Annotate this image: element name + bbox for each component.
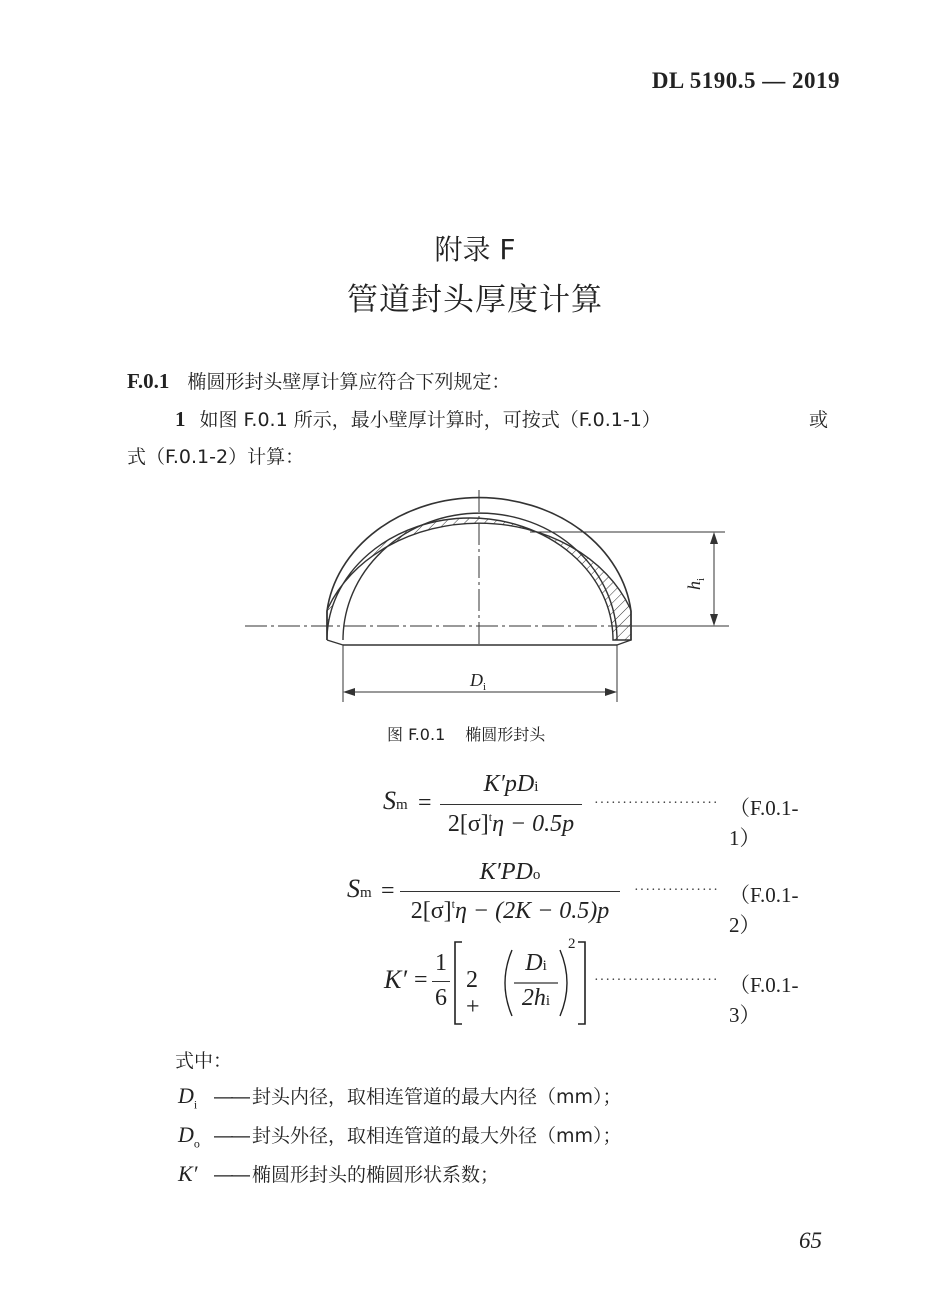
- f1-denominator: $2[\sigma]^t\eta - 0.5p$: [447, 810, 575, 837]
- figure-title: 椭圆形封头: [465, 725, 546, 744]
- f3-inner-const: 2 +: [466, 967, 480, 1020]
- f2-lhs: Sm: [347, 874, 372, 903]
- f3-fraction-bar: [432, 981, 450, 982]
- def-symbol: $D_o$: [178, 1122, 200, 1151]
- f3-inner-denominator: 2hi: [521, 985, 551, 1011]
- f2-leader-dots: ···············: [634, 883, 719, 898]
- def-text: 封头外径，取相连管道的最大外径（mm）；: [252, 1125, 622, 1147]
- figure-caption: [387, 722, 545, 745]
- f1-fraction-bar: [440, 804, 582, 805]
- def-symbol: $D_i$: [178, 1083, 198, 1112]
- diameter-label: $D_i$: [469, 670, 487, 693]
- where-label: 式中：: [175, 1050, 233, 1072]
- f3-equation-number: （F.0.1-3）: [729, 973, 799, 1027]
- f3-left-square-bracket: [455, 942, 462, 1024]
- appendix-title: 管道封头厚度计算: [347, 282, 603, 318]
- f1-equation-number: （F.0.1-1）: [729, 796, 799, 850]
- f1-lhs: Sm: [383, 786, 408, 815]
- height-label: $h_i$: [684, 577, 707, 591]
- clause-text: 椭圆形封头壁厚计算应符合下列规定：: [187, 371, 511, 393]
- standard-code: DL 5190.5 — 2019: [651, 68, 840, 93]
- f3-frac-denominator: 6: [435, 985, 447, 1011]
- item-1-line1: [175, 405, 829, 432]
- f2-denominator: $2[\sigma]^t\eta - (2K - 0.5)p$: [410, 897, 610, 924]
- definition-di: [178, 1082, 622, 1112]
- f2-equals: =: [381, 878, 395, 904]
- clause-number: F.0.1: [127, 369, 170, 393]
- def-text: 封头内径，取相连管道的最大内径（mm）；: [252, 1086, 622, 1108]
- clause-f01: [127, 367, 510, 394]
- f3-power: 2: [568, 936, 576, 952]
- f3-leader-dots: ······················: [594, 973, 719, 988]
- def-dash: ——: [214, 1087, 248, 1108]
- f3-right-square-bracket: [578, 942, 585, 1024]
- appendix-label: 附录 F: [434, 233, 516, 266]
- definition-k-prime: [178, 1160, 499, 1190]
- def-symbol: K′: [178, 1161, 198, 1186]
- f1-leader-dots: ······················: [594, 796, 719, 811]
- f2-numerator: K′PDo: [479, 859, 541, 885]
- f3-right-paren: [560, 950, 567, 1016]
- f1-equals: =: [418, 790, 432, 816]
- f3-left-paren: [505, 950, 512, 1016]
- f3-frac-numerator: 1: [435, 950, 447, 976]
- f3-inner-numerator: Di: [525, 950, 547, 976]
- ellipsoidal-head-drawing: [230, 480, 750, 715]
- item-number: 1: [175, 407, 186, 431]
- figure-number: 图 F.0.1: [387, 725, 446, 744]
- f3-equals: =: [414, 967, 428, 993]
- f2-fraction-bar: [400, 891, 620, 892]
- f2-equation-number: （F.0.1-2）: [729, 883, 799, 937]
- item-text-line1-tail: 或: [809, 409, 829, 431]
- def-dash: ——: [214, 1165, 248, 1186]
- item-text-line1: 如图 F.0.1 所示，最小壁厚计算时，可按式（F.0.1-1）: [199, 409, 661, 431]
- page-number: 65: [799, 1228, 822, 1253]
- definition-do: [178, 1121, 622, 1151]
- f1-numerator: K′pDi: [483, 771, 539, 797]
- f3-lhs: K′: [384, 965, 408, 994]
- figure-ellipsoidal-head: [230, 480, 750, 719]
- def-dash: ——: [214, 1126, 248, 1147]
- item-text-line2: 式（F.0.1-2）计算：: [127, 446, 305, 468]
- def-text: 椭圆形封头的椭圆形状系数；: [252, 1164, 500, 1186]
